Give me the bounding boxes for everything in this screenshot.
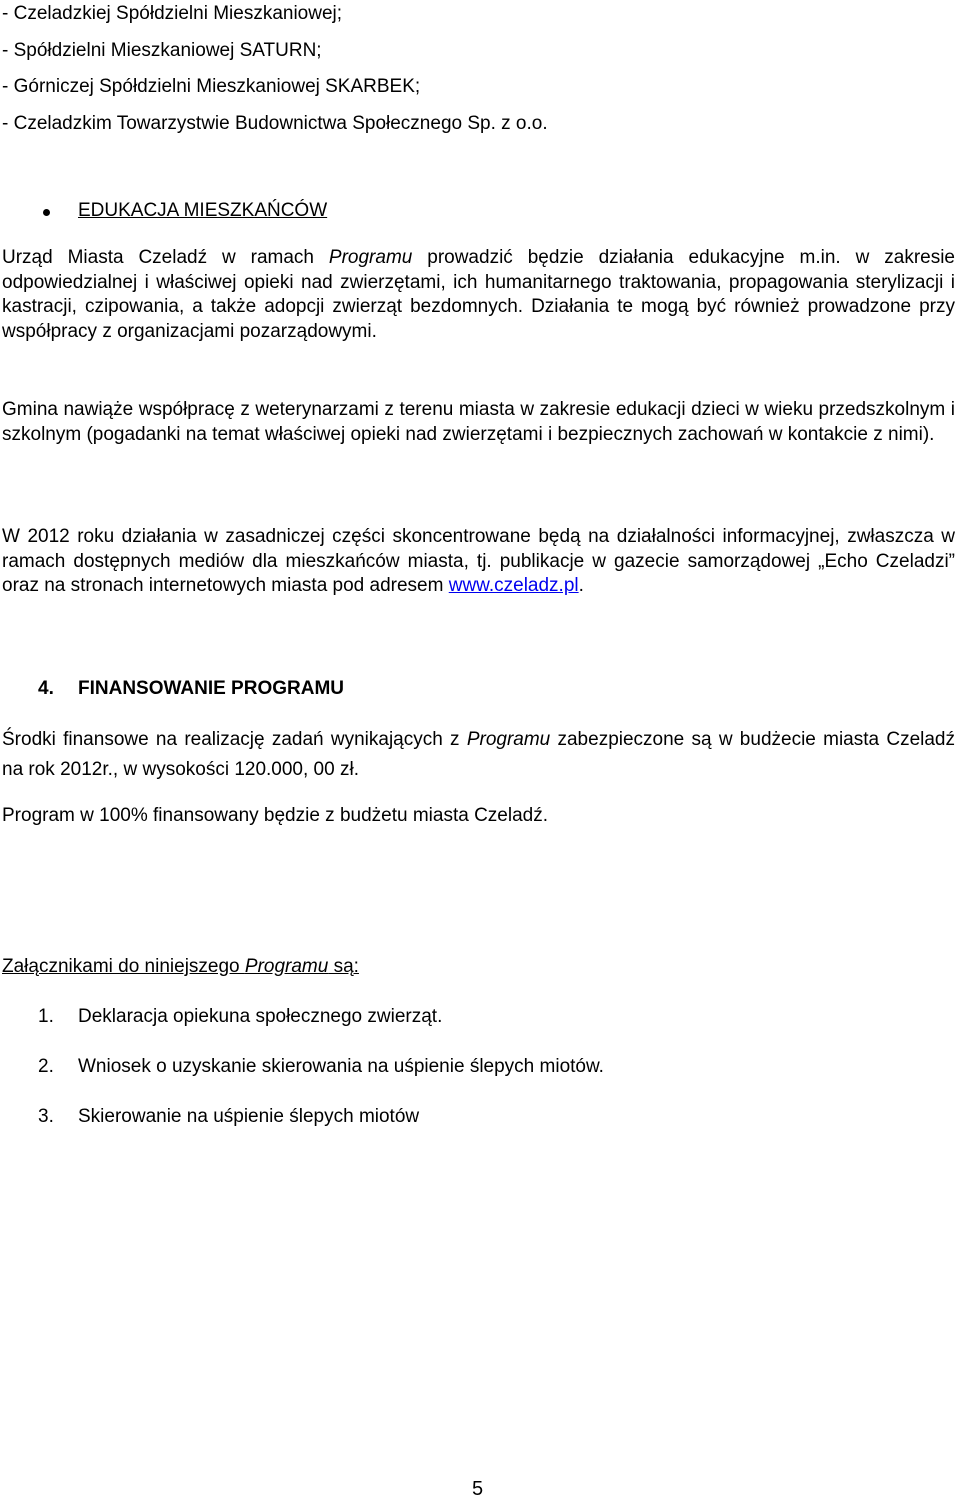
cooperative-item: - Spółdzielni Mieszkaniowej SATURN; xyxy=(2,40,322,61)
financing-heading: FINANSOWANIE PROGRAMU xyxy=(78,678,344,699)
attachment-number: 1. xyxy=(38,1006,54,1027)
cooperative-item: - Górniczej Spółdzielni Mieszkaniowej SKARBEK; xyxy=(2,76,421,97)
education-paragraph-3-text: W 2012 roku działania w zasadniczej części skoncentrowane będą na działalności informacyjnej, zwłaszcza w ramach dostępnych mediów dla mieszkańców miasta, tj. publikacje w gazecie samorządowej „Echo Czeladzi” oraz na stronach internetowych miasta pod adresem xyxy=(2,526,955,596)
programme-term: Programu xyxy=(328,247,413,268)
education-heading: EDUKACJA MIESZKAŃCÓW xyxy=(78,200,328,221)
financing-paragraph-1 xyxy=(2,725,955,785)
cooperative-item: - Czeladzkim Towarzystwie Budownictwa Społecznego Sp. z o.o. xyxy=(2,113,548,134)
financing-paragraph-1-text-end: zabezpieczone są w budżecie miasta Czeladź na rok 2012r., w wysokości 120.000, 00 zł. xyxy=(2,729,955,780)
bullet-icon xyxy=(43,209,50,216)
education-paragraph-3-period: . xyxy=(578,575,584,596)
attachments-heading xyxy=(2,955,359,979)
city-website-link[interactable]: www.czeladz.pl xyxy=(448,575,579,596)
financing-paragraph-2: Program w 100% finansowany będzie z budżetu miasta Czeladź. xyxy=(2,805,549,826)
education-paragraph-1-text-end: prowadzić będzie działania edukacyjne m.in. w zakresie odpowiedzialnej i właściwej opieki nad zwierzętami, ich humanitarnego traktowania, propagowania sterylizacji i kastracji, czipowania, a także adopcji zwierząt bezdomnych. Działania te mogą być również prowadzone przy współpracy z organizacjami pozarządowymi. xyxy=(2,247,955,342)
education-paragraph-3 xyxy=(2,525,955,599)
financing-section-number: 4. xyxy=(38,678,54,699)
education-paragraph-1-text-start: Urząd Miasta Czeladź w ramach xyxy=(2,247,329,268)
programme-term: Programu xyxy=(466,729,551,750)
attachment-number: 2. xyxy=(38,1056,54,1077)
attachment-number: 3. xyxy=(38,1106,54,1127)
education-paragraph-1 xyxy=(2,246,955,344)
cooperative-item: - Czeladzkiej Spółdzielni Mieszkaniowej; xyxy=(2,3,343,24)
attachments-heading-text: Załącznikami do niniejszego xyxy=(2,956,245,977)
education-paragraph-2: Gmina nawiąże współpracę z weterynarzami z terenu miasta w zakresie edukacji dzieci w wieku przedszkolnym i szkolnym (pogadanki na temat właściwej opieki nad zwierzętami i bezpiecznych zachowań w kontakcie z nimi). xyxy=(2,399,955,445)
attachments-heading-end: są: xyxy=(328,956,359,977)
attachment-item: Wniosek o uzyskanie skierowania na uśpienie ślepych miotów. xyxy=(78,1056,604,1077)
programme-term: Programu xyxy=(244,956,329,977)
attachment-item: Deklaracja opiekuna społecznego zwierząt. xyxy=(78,1006,443,1027)
attachment-item: Skierowanie na uśpienie ślepych miotów xyxy=(78,1106,420,1127)
financing-paragraph-1-text-start: Środki finansowe na realizację zadań wynikających z xyxy=(2,729,467,750)
page-number: 5 xyxy=(472,1478,484,1500)
